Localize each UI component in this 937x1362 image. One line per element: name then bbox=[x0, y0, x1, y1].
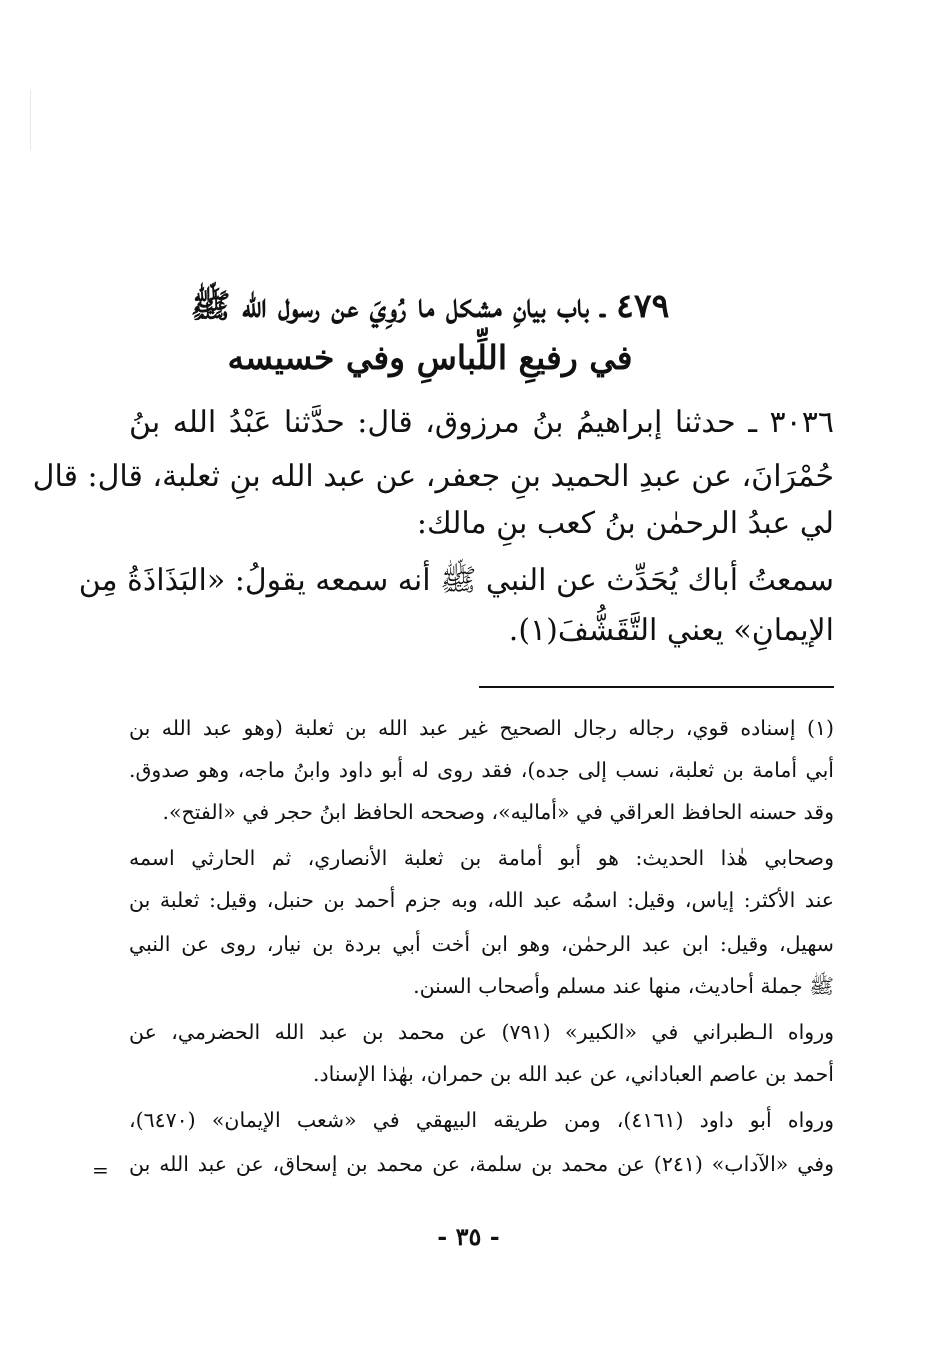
hadith-line-2: حُمْرَانَ، عن عبدِ الحميد بنِ جعفر، عن عبد الله بنِ ثعلبة، قال: قال bbox=[32, 459, 834, 494]
footnote-line-3: وقد حسنه الحافظ العراقي في «أماليه»، وصححه الحافظ ابنُ حجر في «الفتح». bbox=[162, 800, 834, 824]
footnote-line-4: وصحابي هٰذا الحديث: هو أبو أمامة بن ثعلبة الأنصاري، ثم الحارثي اسمه bbox=[129, 846, 834, 870]
footnote-line-1: (١) إسناده قوي، رجاله رجال الصحيح غير عبد الله بن ثعلبة (وهو عبد الله بن bbox=[129, 716, 834, 740]
hadith-line-4: سمعتُ أباك يُحَدِّث عن النبي ﷺ أنه سمعه يقولُ: «البَذَاذَةُ مِن bbox=[78, 563, 834, 598]
footnote-line-5: عند الأكثر: إياس، وقيل: اسمُه عبد الله، وبه جزم أحمد بن حنبل، وقيل: ثعلبة بن bbox=[129, 888, 834, 912]
footnote-line-8: ورواه الـطبراني في «الكبير» (٧٩١) عن محمد بن عبد الله الحضرمي، عن bbox=[129, 1020, 834, 1044]
chapter-heading-line-2: في رفيعِ اللِّباسِ وفي خسيسه bbox=[227, 338, 633, 377]
hadith-line-5: الإيمانِ» يعني التَّقَشُّفَ(١). bbox=[508, 613, 834, 648]
footnote-line-2: أبي أمامة بن ثعلبة، نسب إلى جده)، فقد روى له أبو داود وابنُ ماجه، وهو صدوق. bbox=[129, 758, 834, 782]
footnote-line-6: سهيل، وقيل: ابن عبد الرحمٰن، وهو ابن أخت أبي بردة بن نيار، روى عن النبي bbox=[129, 932, 834, 956]
scan-mark bbox=[30, 90, 31, 150]
hadith-line-1: ٣٠٣٦ ـ حدثنا إبراهيمُ بنُ مرزوق، قال: حدَّثنا عَبْدُ الله بنُ bbox=[129, 405, 834, 440]
chapter-heading-line-1: ٤٧٩ ـ باب بيانِ مشكل ما رُوِيَ عن رسول الله ﷺ bbox=[190, 286, 670, 325]
hadith-line-3: لي عبدُ الرحمٰن بنُ كعب بنِ مالك: bbox=[416, 506, 834, 541]
page-number: - ٣٥ - bbox=[437, 1222, 500, 1251]
footnote-line-10: ورواه أبو داود (٤١٦١)، ومن طريقه البيهقي في «شعب الإيمان» (٦٤٧٠)، bbox=[129, 1108, 834, 1132]
footnote-line-11: وفي «الآداب» (٢٤١) عن محمد بن سلمة، عن محمد بن إسحاق، عن عبد الله بن bbox=[129, 1152, 834, 1176]
footnote-line-9: أحمد بن عاصم العباداني، عن عبد الله بن حمران، بهٰذا الإسناد. bbox=[313, 1062, 834, 1086]
footnote-separator bbox=[479, 686, 834, 688]
footnote-line-7: ﷺ جملة أحاديث، منها عند مسلم وأصحاب السنن. bbox=[413, 974, 834, 998]
continuation-mark: = bbox=[92, 1158, 109, 1182]
